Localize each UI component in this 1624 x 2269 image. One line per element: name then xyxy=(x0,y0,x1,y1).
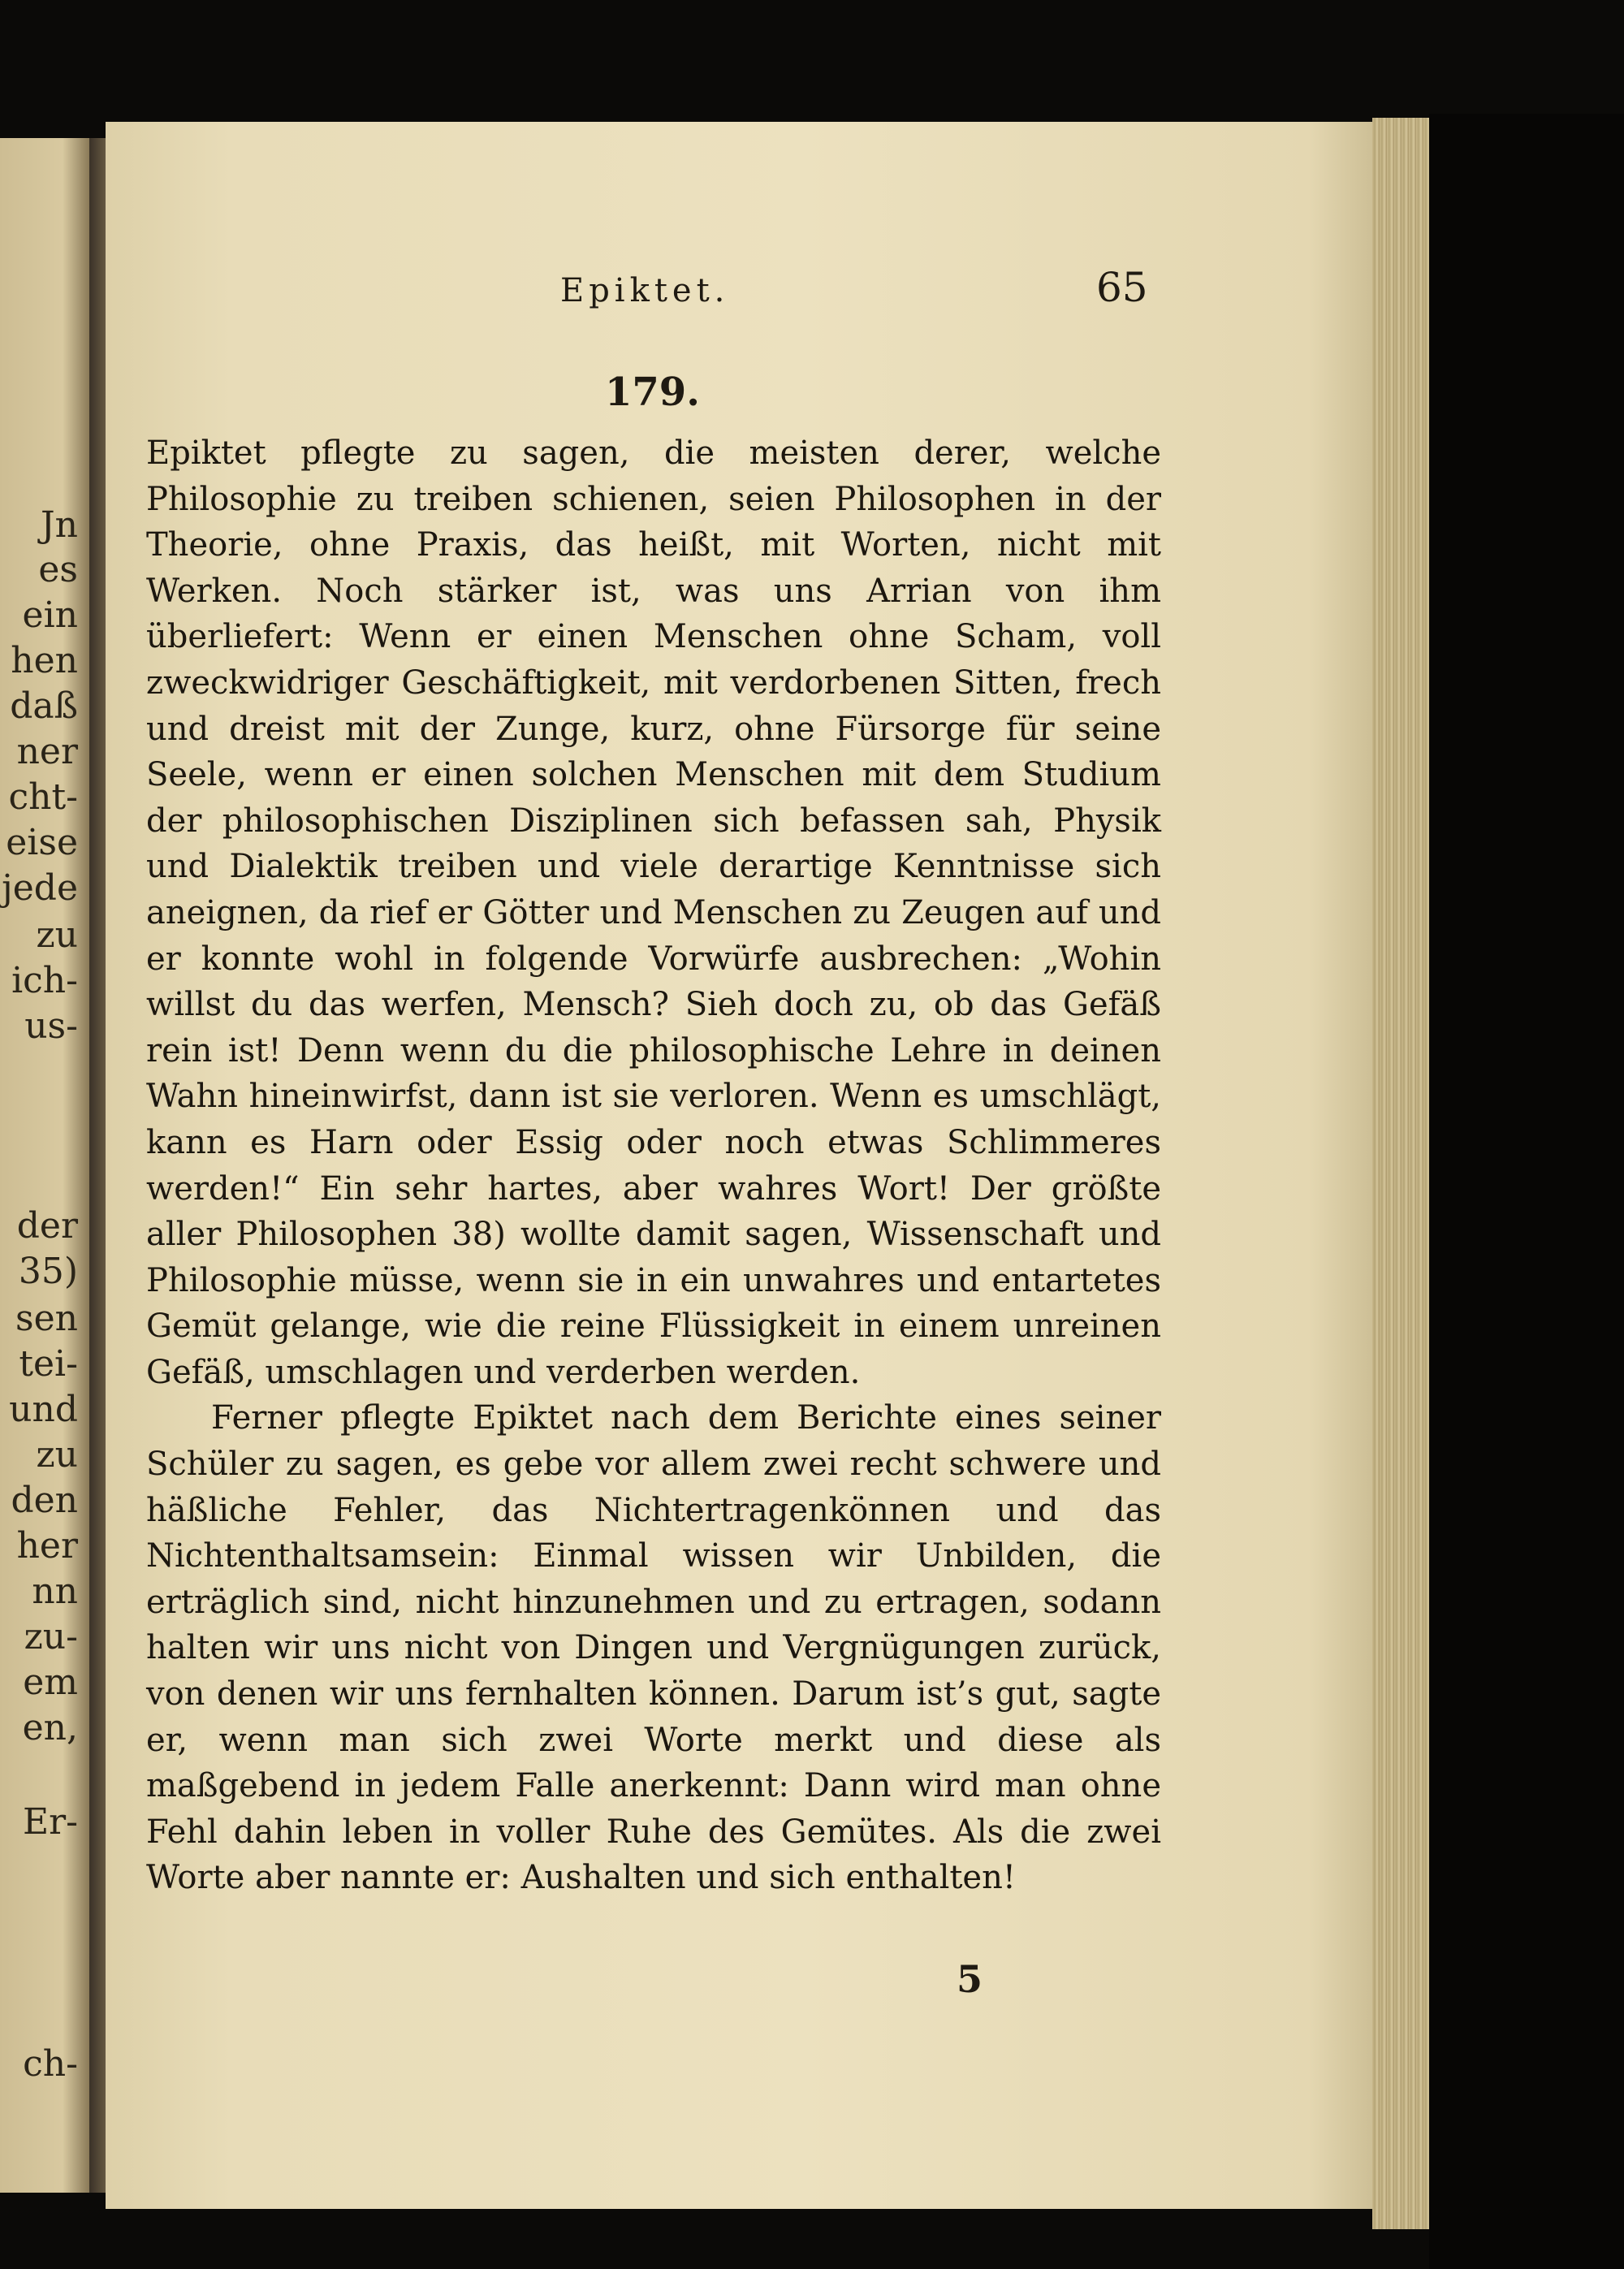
page-edges xyxy=(1372,118,1429,2229)
prev-fragment: den xyxy=(11,1480,78,1521)
prev-fragment: eise xyxy=(6,822,78,863)
prev-fragment: sen xyxy=(15,1298,78,1339)
running-head: Epiktet. xyxy=(560,272,730,309)
prev-fragment: em xyxy=(23,1662,78,1703)
prev-fragment: und xyxy=(9,1389,78,1430)
prev-fragment: ch- xyxy=(23,2043,78,2085)
paragraph: Ferner pflegte Epiktet nach dem Berichte eines seiner Schüler zu sagen, es gebe vor allem zwei recht schwere und häßliche Fehler, das Nichtertragenkönnen und das Nichtenthaltsamsein: Einmal wissen wir Unbilden, die erträglich sind, nicht hinzunehmen und zu ertragen, sodann halten wir uns nicht von Dingen und Vergnügungen zurück, von denen wir uns fernhalten können. Darum ist’s gut, sagte er, wenn man sich zwei Worte merkt und diese als maßgebend in jedem Falle anerkennt: Dann wird man ohne Fehl dahin leben in voller Ruhe des Gemütes. Als die zwei Worte aber nannte er: Aushalten und sich enthalten! xyxy=(146,1399,1161,1897)
prev-fragment: ich- xyxy=(11,960,78,1001)
prev-fragment: Jn xyxy=(41,504,78,546)
prev-fragment: zu xyxy=(36,914,78,956)
prev-fragment: ner xyxy=(16,731,78,772)
prev-fragment: es xyxy=(38,549,78,590)
prev-fragment: cht- xyxy=(8,776,78,818)
prev-fragment: en, xyxy=(22,1707,78,1748)
prev-fragment: her xyxy=(16,1525,78,1567)
prev-fragment: 35) xyxy=(18,1251,78,1292)
prev-fragment: us- xyxy=(24,1005,78,1047)
background-shadow xyxy=(1429,114,1624,2269)
prev-fragment: zu- xyxy=(24,1616,78,1657)
previous-page-edge xyxy=(0,138,89,2193)
paragraph: Epiktet pflegte zu sagen, die meisten derer, welche Philosophie zu treiben schienen, seien Philosophen in der Theorie, ohne Praxis, das heißt, mit Worten, nicht mit Werken. Noch stärker ist, was uns Arrian von ihm überliefert: Wenn er einen Menschen ohne Scham, voll zweckwidriger Geschäftigkeit, mit verdorbenen Sitten, frech und dreist mit der Zunge, kurz, ohne Fürsorge für seine Seele, wenn er einen solchen Menschen mit dem Studium der philosophischen Disziplinen sich befassen sah, Physik und Dialektik treiben und viele derartige Kenntnisse sich aneignen, da rief er Götter und Menschen zu Zeugen auf und er konnte wohl in folgende Vorwürfe ausbrechen: „Wohin willst du das werfen, Mensch? Sieh doch zu, ob das Gefäß rein ist! Denn wenn du die philosophische Lehre in deinen Wahn hineinwirfst, dann ist sie verloren. Wenn es umschlägt, kann es Harn oder Essig oder noch etwas Schlimmeres werden!“ Ein sehr hartes, aber wahres Wort! Der größte aller Philosophen 38) wollte damit sagen, Wissenschaft und Philosophie müsse, wenn sie in ein unwahres und entartetes Gemüt gelange, wie die reine Flüssigkeit in einem unreinen Gefäß, umschlagen und verderben werden. xyxy=(146,434,1161,1391)
page-number: 65 xyxy=(1096,264,1148,311)
prev-fragment: zu xyxy=(36,1434,78,1476)
prev-fragment: hen xyxy=(11,640,78,681)
body-text xyxy=(146,430,1161,1901)
prev-fragment: tei- xyxy=(19,1343,78,1385)
prev-fragment: Er- xyxy=(22,1801,78,1843)
prev-fragment: jede xyxy=(2,867,78,909)
prev-fragment: der xyxy=(16,1205,78,1247)
prev-fragment: nn xyxy=(32,1571,78,1612)
section-number: 179. xyxy=(605,370,700,415)
book-gutter xyxy=(89,138,107,2193)
prev-fragment: ein xyxy=(22,594,78,636)
prev-fragment: daß xyxy=(10,685,78,727)
signature-mark: 5 xyxy=(957,1957,983,2001)
